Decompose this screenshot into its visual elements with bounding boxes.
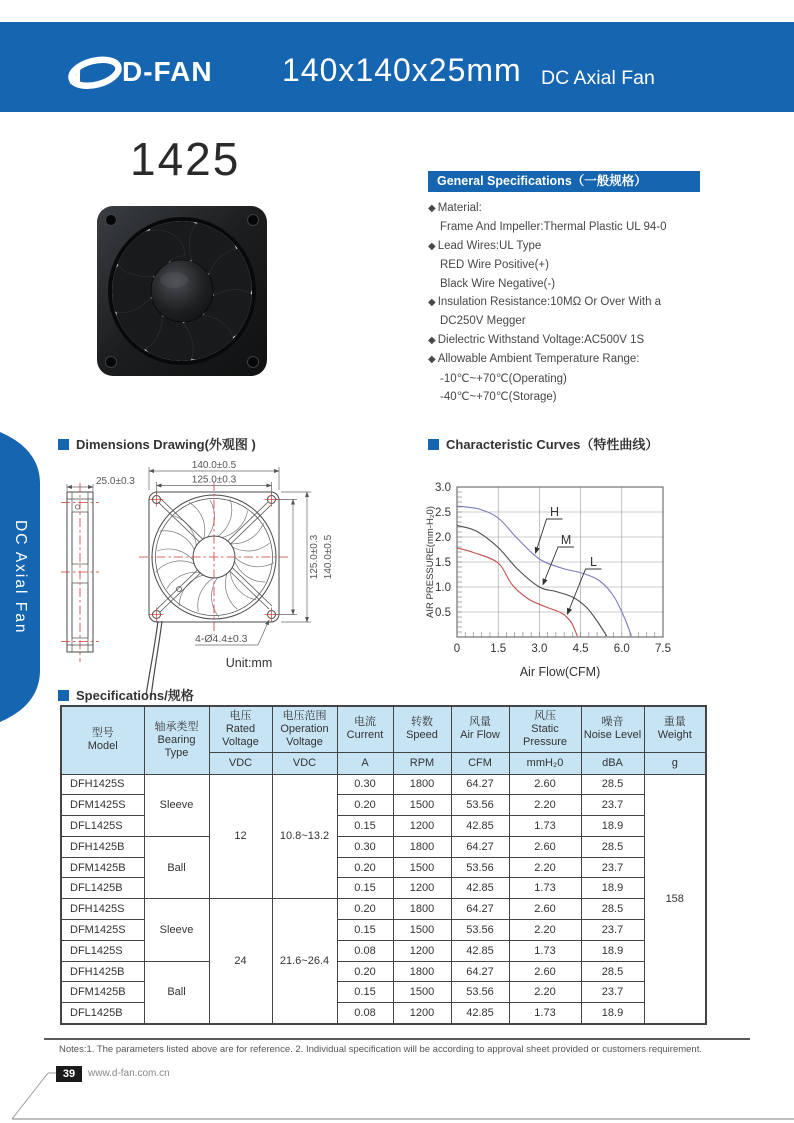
- section-bullet-icon: [58, 690, 69, 701]
- spec-cell: 42.85: [451, 940, 509, 961]
- column-unit: CFM: [451, 752, 509, 774]
- page-number-badge: 39: [56, 1066, 82, 1082]
- table-row: [61, 774, 706, 795]
- svg-text:0: 0: [453, 643, 461, 655]
- svg-text:4.5: 4.5: [572, 643, 589, 655]
- spec-cell: 28.5: [581, 836, 644, 857]
- spec-cell: 2.60: [509, 774, 581, 795]
- brand-logo-icon: [66, 52, 122, 92]
- spec-cell: 1800: [393, 899, 451, 920]
- model-cell: DFH1425B: [61, 836, 144, 857]
- page-title: 140x140x25mm: [282, 52, 522, 88]
- dim-mounting-holes: 4-Ø4.4±0.3: [195, 633, 248, 645]
- curve-label-M: M: [560, 533, 572, 547]
- model-cell: DFH1425S: [61, 899, 144, 920]
- curve-label-L: L: [590, 555, 597, 569]
- svg-text:2.0: 2.0: [435, 532, 451, 544]
- spec-cell: 23.7: [581, 920, 644, 941]
- voltage-range-cell: 21.6~26.4: [272, 899, 337, 1024]
- spec-cell: 42.85: [451, 1003, 509, 1024]
- svg-text:0.5: 0.5: [435, 607, 451, 619]
- spec-cell: 2.20: [509, 982, 581, 1003]
- fan-photo: [97, 205, 267, 377]
- spec-cell: 64.27: [451, 836, 509, 857]
- section-bullet-icon: [58, 439, 69, 450]
- spec-cell: 18.9: [581, 1003, 644, 1024]
- model-cell: DFL1425B: [61, 878, 144, 899]
- spec-cell: 23.7: [581, 795, 644, 816]
- spec-cell: 18.9: [581, 816, 644, 837]
- svg-text:7.5: 7.5: [655, 643, 671, 655]
- spec-cell: 1200: [393, 1003, 451, 1024]
- column-unit: VDC: [209, 752, 272, 774]
- spec-cell: 1500: [393, 982, 451, 1003]
- spec-cell: 28.5: [581, 899, 644, 920]
- spec-cell: 18.9: [581, 940, 644, 961]
- website-text: www.d-fan.com.cn: [88, 1068, 170, 1079]
- general-spec-item: DC250V Megger: [440, 315, 526, 328]
- voltage-range-cell: 10.8~13.2: [272, 774, 337, 899]
- spec-cell: 28.5: [581, 961, 644, 982]
- bearing-cell: Sleeve: [144, 774, 209, 836]
- spec-cell: 1800: [393, 961, 451, 982]
- spec-table-wrap: [60, 705, 707, 1025]
- column-unit: RPM: [393, 752, 451, 774]
- column-header: 转数 Speed: [393, 706, 451, 752]
- svg-text:6.0: 6.0: [613, 643, 630, 655]
- spec-table: [60, 705, 707, 1025]
- spec-cell: 0.20: [337, 795, 393, 816]
- brand-name: D-FAN: [122, 56, 213, 87]
- footer-notes: Notes:1. The parameters listed above are for reference. 2. Individual specification will be according to approval sheet provided or customers requirement.: [59, 1044, 702, 1055]
- dim-unit-label: Unit:mm: [225, 656, 273, 670]
- general-spec-item: Frame And Impeller:Thermal Plastic UL 94-0: [440, 221, 667, 234]
- column-header: 轴承类型 Bearing Type: [144, 706, 209, 774]
- model-cell: DFL1425B: [61, 1003, 144, 1024]
- model-cell: DFL1425S: [61, 816, 144, 837]
- dim-outer-width: 140.0±0.5: [191, 460, 237, 471]
- table-row: [61, 836, 706, 857]
- spec-cell: 23.7: [581, 857, 644, 878]
- column-header: 电压范围 Operation Voltage: [272, 706, 337, 752]
- spec-cell: 2.20: [509, 857, 581, 878]
- spec-cell: 0.20: [337, 961, 393, 982]
- svg-text:1.5: 1.5: [435, 557, 451, 569]
- spec-cell: 0.15: [337, 816, 393, 837]
- spec-cell: 64.27: [451, 899, 509, 920]
- general-specs-list: [428, 199, 743, 406]
- curve-M: [457, 526, 607, 637]
- spec-cell: 18.9: [581, 878, 644, 899]
- column-header: 风量 Air Flow: [451, 706, 509, 752]
- table-row: [61, 961, 706, 982]
- spec-cell: 64.27: [451, 774, 509, 795]
- model-number: 1425: [130, 133, 241, 185]
- spec-cell: 42.85: [451, 878, 509, 899]
- spec-cell: 1800: [393, 774, 451, 795]
- model-cell: DFL1425S: [61, 940, 144, 961]
- section-title-dimensions: Dimensions Drawing(外观图 ): [58, 434, 256, 453]
- spec-cell: 1500: [393, 795, 451, 816]
- spec-cell: 1200: [393, 940, 451, 961]
- chart-y-axis-label: AIR PRESSURE(mm-H₂0): [425, 506, 436, 618]
- column-unit: VDC: [272, 752, 337, 774]
- bearing-cell: Sleeve: [144, 899, 209, 961]
- spec-cell: 0.08: [337, 940, 393, 961]
- spec-cell: 53.56: [451, 982, 509, 1003]
- section-title-curves: Characteristic Curves（特性曲线）: [428, 434, 658, 453]
- page-subtitle: DC Axial Fan: [541, 67, 655, 89]
- general-specs-header: General Specifications（一般规格）: [428, 171, 700, 192]
- spec-cell: 2.20: [509, 795, 581, 816]
- svg-text:1.5: 1.5: [490, 643, 507, 655]
- general-spec-item: ◆ Allowable Ambient Temperature Range:: [428, 353, 640, 366]
- column-unit: g: [644, 752, 706, 774]
- section-bullet-icon: [428, 439, 439, 450]
- general-spec-item: -40℃~+70℃(Storage): [440, 391, 557, 404]
- spec-cell: 1.73: [509, 816, 581, 837]
- spec-cell: 2.20: [509, 920, 581, 941]
- notes-divider: [44, 1038, 750, 1040]
- spec-cell: 64.27: [451, 961, 509, 982]
- model-cell: DFH1425B: [61, 961, 144, 982]
- model-cell: DFH1425S: [61, 774, 144, 795]
- spec-cell: 0.15: [337, 878, 393, 899]
- general-spec-item: Black Wire Negative(-): [440, 277, 556, 290]
- dim-side-width: 25.0±0.3: [96, 476, 135, 487]
- dim-hole-pitch-w: 125.0±0.3: [191, 474, 237, 486]
- section-title-specifications: Specifications/规格: [58, 685, 194, 704]
- column-header: 电流 Current: [337, 706, 393, 752]
- spec-cell: 53.56: [451, 857, 509, 878]
- spec-cell: 1.73: [509, 878, 581, 899]
- dimensions-drawing-svg: [55, 455, 415, 705]
- spec-cell: 53.56: [451, 795, 509, 816]
- spec-cell: 1.73: [509, 940, 581, 961]
- spec-cell: 23.7: [581, 982, 644, 1003]
- spec-cell: 28.5: [581, 774, 644, 795]
- spec-cell: 1500: [393, 857, 451, 878]
- spec-cell: 0.08: [337, 1003, 393, 1024]
- chart-x-axis-label: Air Flow(CFM): [519, 665, 601, 679]
- model-cell: DFM1425B: [61, 982, 144, 1003]
- dim-hole-pitch-h: 125.0±0.3: [309, 534, 320, 580]
- spec-cell: 1800: [393, 836, 451, 857]
- spec-cell: 1200: [393, 816, 451, 837]
- column-unit: A: [337, 752, 393, 774]
- column-header: 重量 Weight: [644, 706, 706, 752]
- spec-cell: 42.85: [451, 816, 509, 837]
- spec-cell: 1500: [393, 920, 451, 941]
- curve-label-H: H: [549, 505, 560, 519]
- column-unit: mmH₂0: [509, 752, 581, 774]
- bearing-cell: Ball: [144, 836, 209, 898]
- spec-cell: 1200: [393, 878, 451, 899]
- model-cell: DFM1425S: [61, 795, 144, 816]
- svg-text:3.0: 3.0: [531, 643, 548, 655]
- curves-chart-svg: [423, 452, 768, 684]
- bearing-cell: Ball: [144, 961, 209, 1023]
- spec-cell: 0.15: [337, 920, 393, 941]
- spec-cell: 2.60: [509, 961, 581, 982]
- spec-cell: 0.20: [337, 899, 393, 920]
- general-spec-item: ◆ Lead Wires:UL Type: [428, 239, 542, 252]
- side-tab-text: DC Axial Fan: [12, 519, 29, 635]
- spec-cell: 0.15: [337, 982, 393, 1003]
- svg-text:3.0: 3.0: [435, 482, 451, 494]
- spec-cell: 1.73: [509, 1003, 581, 1024]
- column-header: 电压 Rated Voltage: [209, 706, 272, 752]
- spec-cell: 0.20: [337, 857, 393, 878]
- general-spec-item: ◆ Dielectric Withstand Voltage:AC500V 1S: [428, 333, 645, 346]
- column-unit: dBA: [581, 752, 644, 774]
- voltage-cell: 24: [209, 899, 272, 1024]
- column-header: 风压 Static Pressure: [509, 706, 581, 752]
- general-spec-item: ◆ Insulation Resistance:10MΩ Or Over With a: [428, 296, 662, 309]
- model-cell: DFM1425B: [61, 857, 144, 878]
- svg-text:1.0: 1.0: [435, 582, 451, 594]
- spec-cell: 2.60: [509, 899, 581, 920]
- general-spec-item: RED Wire Positive(+): [440, 259, 549, 272]
- column-header: 型号 Model: [61, 706, 144, 774]
- spec-cell: 0.30: [337, 774, 393, 795]
- model-cell: DFM1425S: [61, 920, 144, 941]
- general-spec-item: -10℃~+70℃(Operating): [440, 372, 567, 385]
- spec-cell: 2.60: [509, 836, 581, 857]
- spec-cell: 0.30: [337, 836, 393, 857]
- weight-cell: 158: [644, 774, 706, 1024]
- column-header: 噪音 Noise Level: [581, 706, 644, 752]
- side-tab: [0, 428, 40, 726]
- voltage-cell: 12: [209, 774, 272, 899]
- general-spec-item: ◆ Material:: [428, 202, 482, 214]
- spec-cell: 53.56: [451, 920, 509, 941]
- svg-text:2.5: 2.5: [435, 507, 451, 519]
- table-row: [61, 899, 706, 920]
- dim-outer-height: 140.0±0.5: [323, 534, 334, 580]
